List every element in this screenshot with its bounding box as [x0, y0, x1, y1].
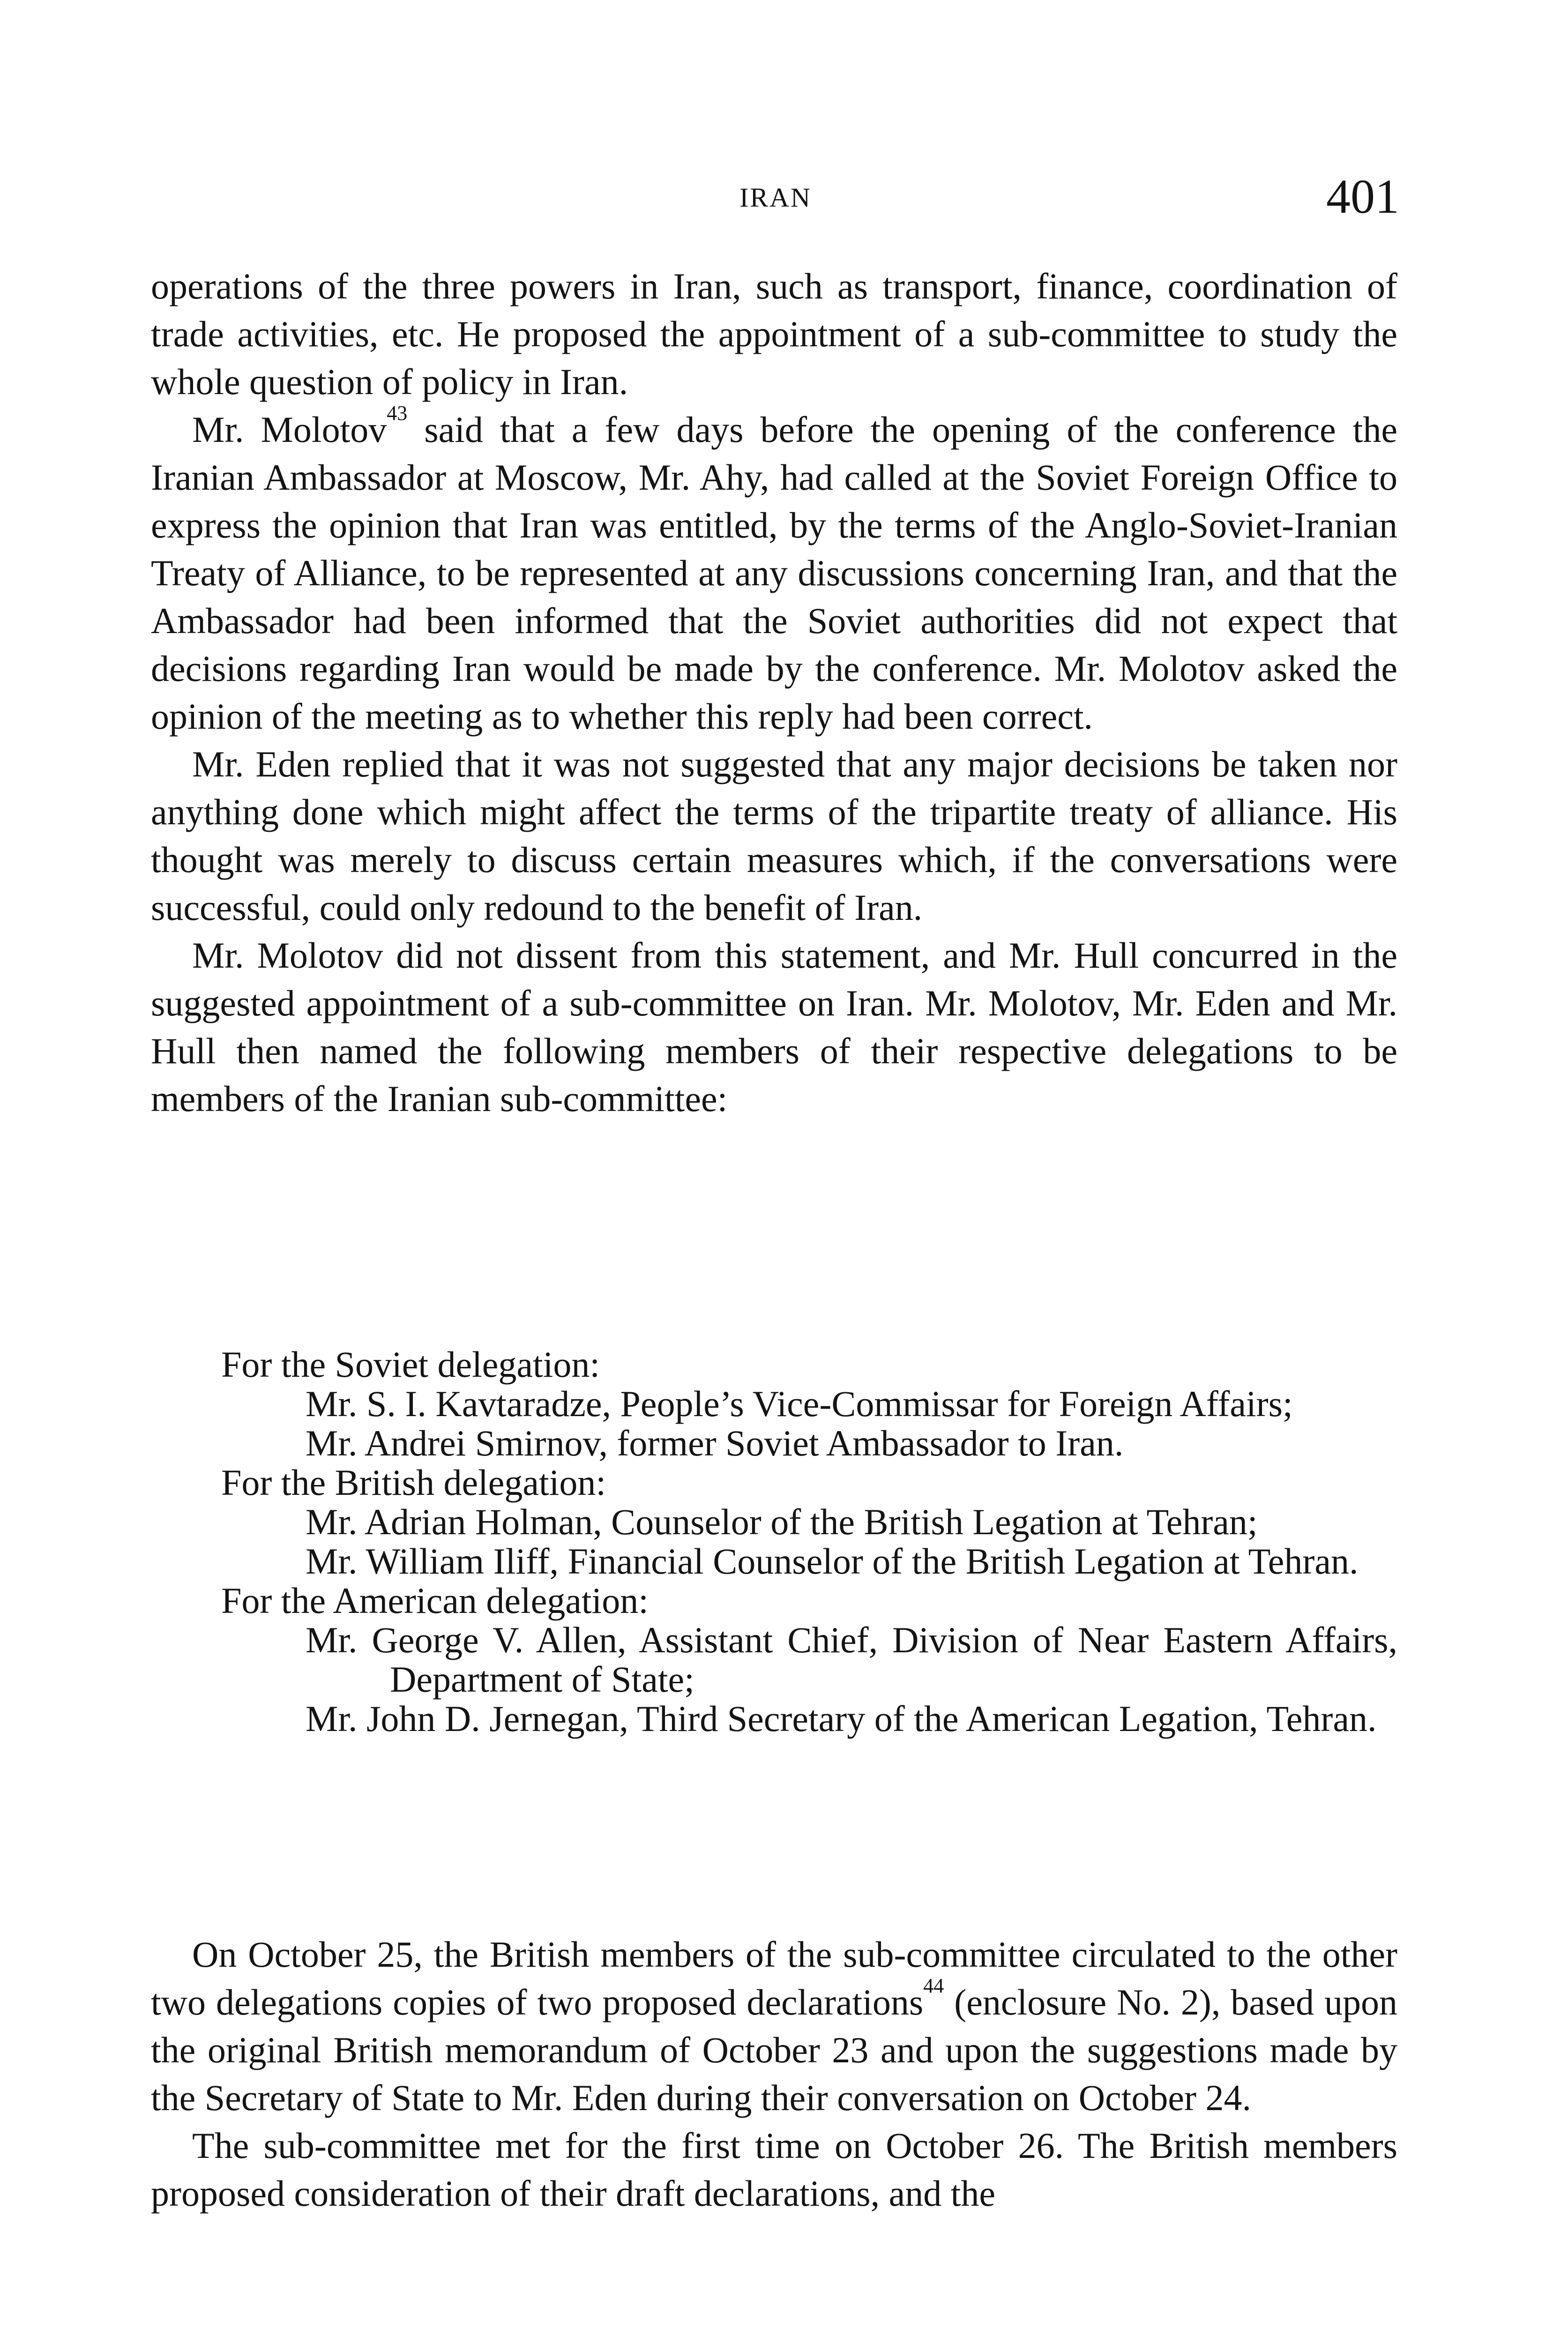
paragraph-continuation: operations of the three powers in Iran, such as transport, finance, coordination of trade activities, etc. He proposed the appointment of a sub-committee to study the whole question of policy in Iran.	[151, 266, 1397, 402]
paragraph-hull: Mr. Molotov did not dissent from this statement, and Mr. Hull concurred in the suggested appointment of a sub-committee on Iran. Mr. Molotov, Mr. Eden and Mr. Hull then named the following members of their respective delegations to be members of the Iranian sub-committee:	[151, 935, 1397, 1119]
body-text-bottom	[151, 1931, 1397, 2217]
paragraph-text: said that a few days before the opening of the conference the Iranian Ambassador at Moscow, Mr. Ahy, had called at the Soviet Foreign Office to express the opinion that Iran was entitled, by the terms of the Anglo-Soviet-Iranian Treaty of Alliance, to be represented at any discussions concerning Iran, and that the Ambassador had been informed that the Soviet authorities did not expect that decisions regarding Iran would be made by the conference. Mr. Molotov asked the opinion of the meeting as to whether this reply had been correct.	[151, 409, 1397, 737]
delegation-heading: For the Soviet delegation:	[221, 1344, 600, 1385]
delegation-member: Mr. Adrian Holman, Counselor of the British Legation at Tehran;	[306, 1501, 1258, 1542]
paragraph-october-26: The sub-committee met for the first time on October 26. The British members proposed consideration of their draft declarations, and the	[151, 2125, 1397, 2214]
page-number: 401	[1326, 170, 1399, 224]
paragraph-text: (enclosure No. 2), based upon the original British memorandum of October 23 and upon the suggestions made by the Secretary of State to Mr. Eden during their conversation on October 24.	[151, 1982, 1397, 2118]
delegation-member: Mr. S. I. Kavtaradze, People’s Vice-Commissar for Foreign Affairs;	[306, 1383, 1293, 1424]
paragraph-october-25	[151, 1931, 1397, 2122]
delegation-heading: For the American delegation:	[221, 1580, 649, 1621]
running-head-title: IRAN	[739, 182, 812, 213]
footnote-ref-43: 43	[387, 402, 408, 425]
delegation-american	[151, 1581, 1397, 1739]
delegation-soviet	[151, 1345, 1397, 1463]
delegation-list	[151, 1345, 1397, 1739]
delegation-member: Mr. John D. Jernegan, Third Secretary of the American Legation, Tehran.	[306, 1698, 1377, 1739]
delegation-member: Mr. Andrei Smirnov, former Soviet Ambassador to Iran.	[306, 1423, 1124, 1463]
delegation-member: Mr. William Iliff, Financial Counselor of the British Legation at Tehran.	[306, 1541, 1359, 1582]
paragraph-text: Mr. Molotov	[192, 409, 387, 450]
delegation-british	[151, 1463, 1397, 1581]
paragraph-molotov	[151, 402, 1397, 740]
delegation-member: Mr. George V. Allen, Assistant Chief, Division of Near Eastern Affairs, Department of State;	[306, 1619, 1397, 1700]
paragraph-text: On October 25, the British members of the sub-committee circulated to the other two delegations copies of two proposed declarations	[151, 1934, 1397, 2022]
paragraph-eden: Mr. Eden replied that it was not suggested that any major decisions be taken nor anything done which might affect the terms of the tripartite treaty of alliance. His thought was merely to discuss certain measures which, if the conversations were successful, could only redound to the benefit of Iran.	[151, 744, 1397, 928]
body-text-top	[151, 262, 1397, 1123]
footnote-ref-44: 44	[923, 1974, 944, 1997]
delegation-heading: For the British delegation:	[221, 1462, 606, 1503]
